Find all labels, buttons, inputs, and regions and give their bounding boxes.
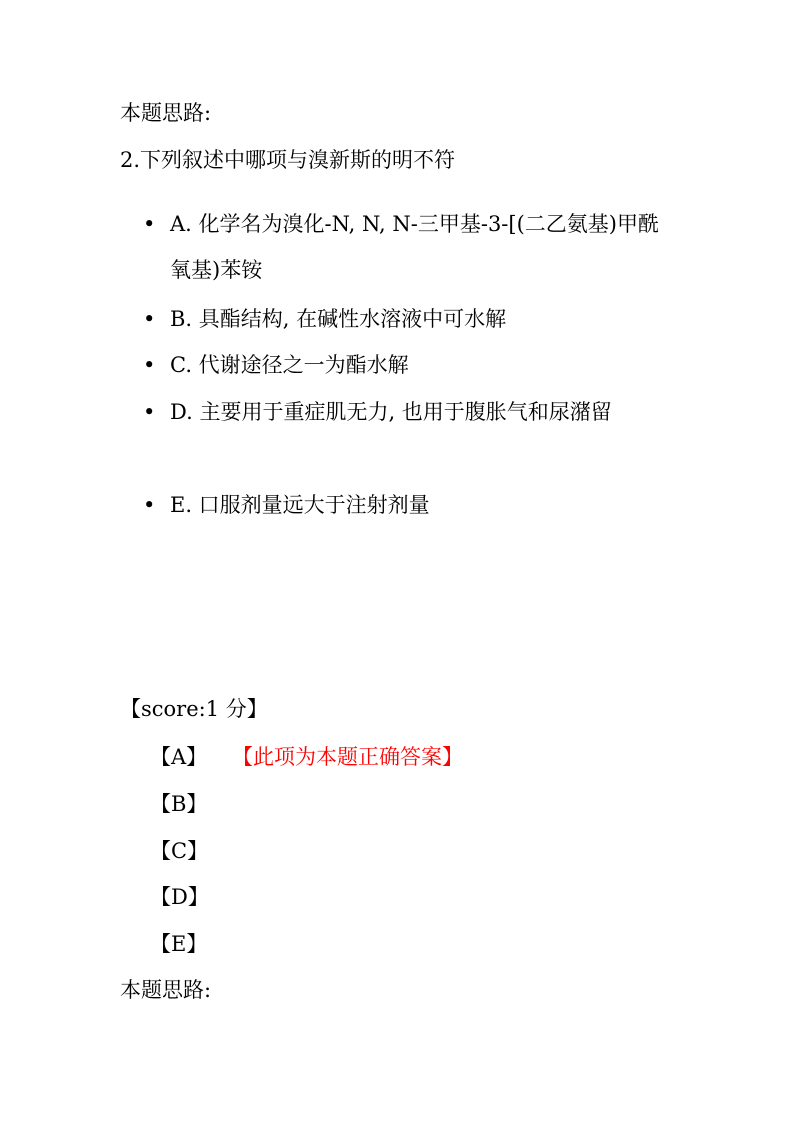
- answer-c-label: 【C】: [150, 839, 209, 863]
- answer-d-label: 【D】: [150, 885, 209, 909]
- answer-e-label: 【E】: [150, 932, 208, 956]
- score-label: 【score:1 分】: [120, 697, 268, 721]
- bullet-icon: •: [143, 400, 156, 424]
- bullet-icon: •: [143, 353, 156, 377]
- answer-b-label: 【B】: [150, 792, 208, 816]
- answer-a-label: 【A】: [150, 745, 208, 769]
- option-c: C. 代谢途径之一为酯水解: [170, 353, 409, 377]
- option-e: E. 口服剂量远大于注射剂量: [170, 493, 430, 517]
- option-d: D. 主要用于重症肌无力, 也用于腹胀气和尿潴留: [170, 400, 612, 424]
- hint-label-bottom: 本题思路:: [120, 978, 212, 1002]
- option-b: B. 具酯结构, 在碱性水溶液中可水解: [170, 307, 507, 331]
- bullet-icon: •: [143, 307, 156, 331]
- correct-answer-marker: 【此项为本题正确答案】: [232, 745, 463, 769]
- bullet-icon: •: [143, 212, 156, 236]
- option-a: A. 化学名为溴化-N, N, N-三甲基-3-[(二乙氨基)甲酰氧基)苯铵: [170, 212, 659, 282]
- hint-label-top: 本题思路:: [120, 101, 212, 125]
- question-text: 2.下列叙述中哪项与溴新斯的明不符: [120, 148, 456, 172]
- bullet-icon: •: [143, 493, 156, 517]
